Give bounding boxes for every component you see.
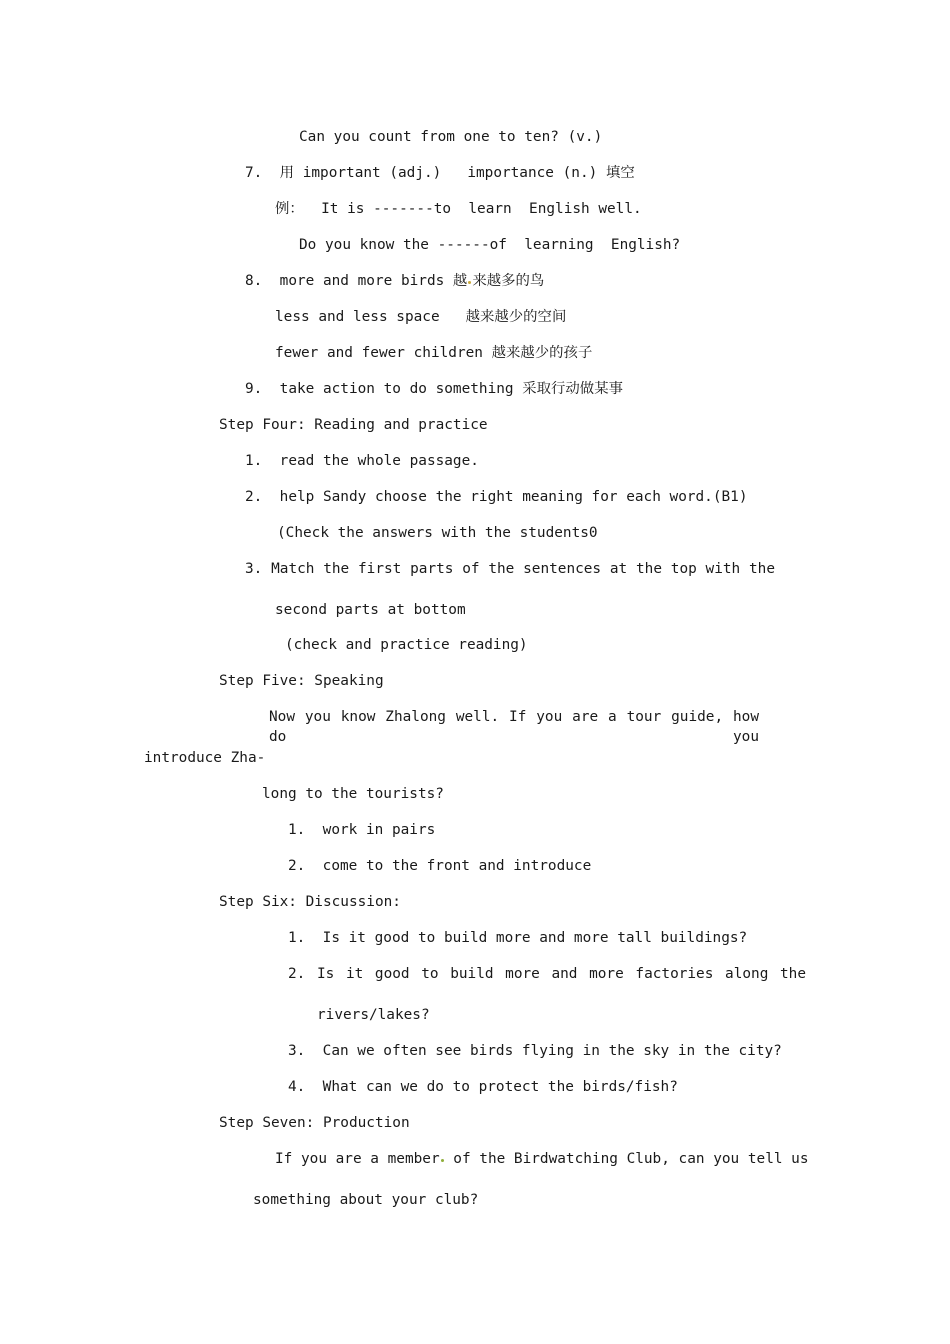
list-item: 3. Match the first parts of the sentences at the top with the [245, 561, 775, 577]
text-line: Do you know the ------of learning English? [299, 237, 681, 253]
text-line: less and less space 越来越少的空间 [275, 309, 567, 325]
text-line: fewer and fewer children 越来越少的孩子 [275, 345, 593, 361]
example-line: 例： It is -------to learn English well. [275, 201, 642, 217]
text-line: Can you count from one to ten? (v.) [299, 129, 603, 145]
marker-dot [441, 1159, 444, 1162]
list-item: 3. Can we often see birds flying in the sky in the city? [288, 1043, 782, 1059]
text-span [275, 1149, 809, 1169]
list-item: 1. read the whole passage. [245, 453, 479, 469]
list-item: 2. Is it good to build more and more factories along the [288, 966, 806, 982]
step-heading: Step Seven: Production [219, 1115, 410, 1131]
text-line: rivers/lakes? [317, 1007, 430, 1023]
text-span: If you are a member [275, 1151, 440, 1167]
text-span: of the Birdwatching Club, can you tell us [444, 1151, 809, 1167]
step-heading: Step Six: Discussion: [219, 894, 401, 910]
text-span: 8. more and more birds 越 [245, 273, 468, 289]
paragraph-line [275, 1149, 809, 1169]
paragraph-line: long to the tourists? [262, 786, 444, 802]
list-item-7: 7. 用 important (adj.) importance (n.) 填空 [245, 165, 635, 181]
step-heading: Step Five: Speaking [219, 673, 384, 689]
list-item: 2. come to the front and introduce [288, 858, 592, 874]
text-line: (Check the answers with the students0 [277, 525, 598, 541]
paragraph-line: introduce Zha- [144, 750, 266, 766]
list-item: 1. Is it good to build more and more tall buildings? [288, 930, 748, 946]
text-line: (check and practice reading) [285, 637, 528, 653]
list-item-8 [245, 271, 544, 291]
paragraph-line: Now you know Zhalong well. If you are a tour guide, how do you [269, 709, 759, 745]
list-item-9: 9. take action to do something 采取行动做某事 [245, 381, 623, 397]
step-heading: Step Four: Reading and practice [219, 417, 488, 433]
list-item: 4. What can we do to protect the birds/fish? [288, 1079, 678, 1095]
text-span: 来越多的鸟 [472, 273, 545, 289]
marker-dot [468, 281, 471, 284]
paragraph-line: something about your club? [253, 1192, 479, 1208]
text-line: second parts at bottom [275, 602, 466, 618]
list-item: 1. work in pairs [288, 822, 436, 838]
list-item: 2. help Sandy choose the right meaning for each word.(B1) [245, 489, 748, 505]
